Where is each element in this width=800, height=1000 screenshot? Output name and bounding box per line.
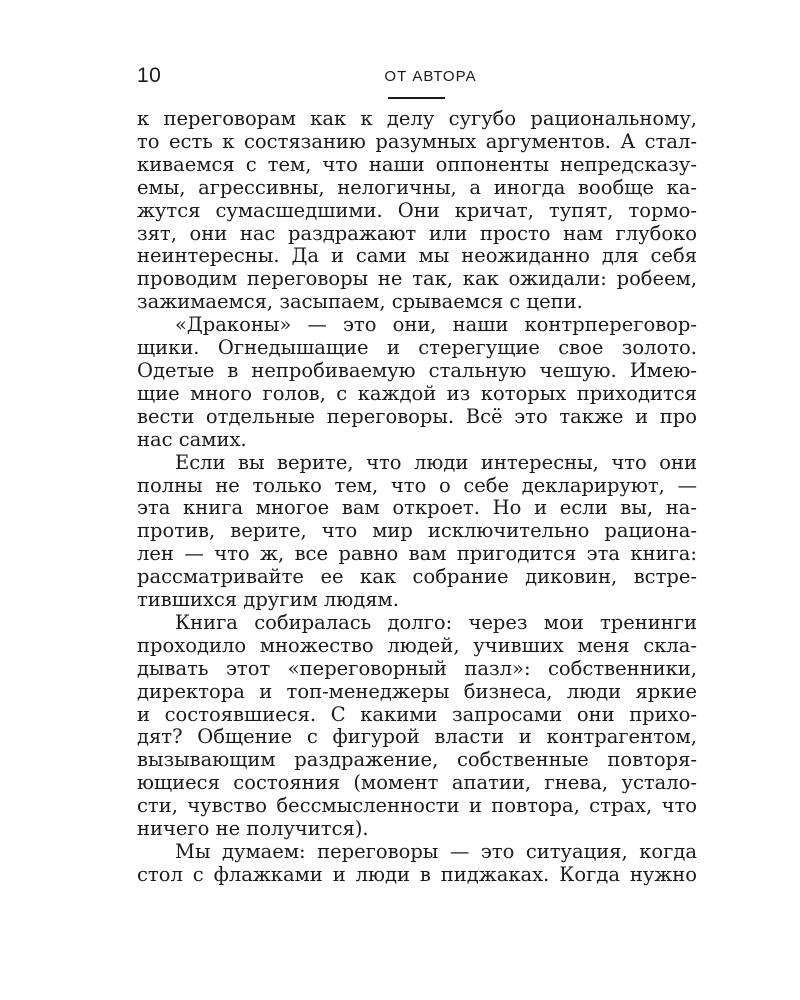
text-line: сти, чувство бессмысленности и повтора, страх, что: [137, 794, 697, 818]
text-line: киваемся с тем, что наши оппоненты непредсказу-: [137, 152, 697, 176]
text-line: ничего не получится).: [137, 817, 369, 841]
text-line: нас самих.: [137, 427, 247, 451]
text-line: тившихся другим людям.: [137, 588, 399, 612]
text-line: Мы думаем: переговоры — это ситуация, когда: [175, 840, 697, 863]
text-line: щики. Огнедышащие и стерегущие свое золото.: [137, 336, 697, 360]
page-number: 10: [137, 64, 162, 87]
text-line: против, верите, что мир исключительно рациона-: [137, 519, 697, 543]
text-line: емы, агрессивны, нелогичны, а иногда вообще ка-: [137, 175, 697, 199]
body-text: [137, 108, 697, 887]
text-line: зят, они нас раздражают или просто нам глубоко: [137, 221, 697, 245]
text-line: рассматривайте ее как собрание диковин, встре-: [137, 565, 697, 589]
text-line: Если вы верите, что люди интересны, что они: [175, 450, 697, 474]
text-line: вести отдельные переговоры. Всё это также и про: [137, 404, 697, 428]
text-line: зажимаемся, засыпаем, срываемся с цепи.: [137, 290, 583, 314]
text-line: неинтересны. Да и сами мы неожиданно для себя: [137, 244, 697, 268]
text-line: проходило множество людей, учивших меня скла-: [137, 633, 697, 657]
text-line: директора и топ-менеджеры бизнеса, люди яркие: [137, 679, 697, 703]
text-line: стол с флажками и люди в пиджаках. Когда нужно: [137, 862, 697, 886]
text-line: лен — что ж, все равно вам пригодится эта книга:: [137, 542, 697, 566]
text-line: Книга собиралась долго: через мои тренинги: [175, 610, 697, 634]
text-line: эта книга многое вам откроет. Но и если вы, на-: [137, 496, 697, 520]
text-line: вызывающим раздражение, собственные повторя-: [137, 748, 697, 772]
text-line: дят? Общение с фигурой власти и контрагентом,: [137, 725, 697, 749]
text-line: «Драконы» — это они, наши контрпереговор-: [175, 313, 697, 337]
text-line: Одетые в непробиваемую стальную чешую. Имею-: [137, 358, 697, 382]
running-head-rule: [388, 97, 445, 99]
text-line: полны не только тем, что о себе декларируют, —: [137, 473, 697, 497]
text-line: проводим переговоры не так, как ожидали: робеем,: [137, 267, 697, 291]
running-head-title: ОТ АВТОРА: [384, 68, 477, 85]
text-line: ющиеся состояния (момент апатии, гнева, устало-: [137, 771, 697, 795]
text-line: жутся сумасшедшими. Они кричат, тупят, тормо-: [137, 198, 697, 222]
text-line: дывать этот «переговорный пазл»: собственники,: [137, 656, 697, 680]
text-line: к переговорам как к делу сугубо рациональному,: [137, 107, 697, 130]
text-line: и состоявшиеся. С какими запросами они прихо-: [137, 702, 697, 726]
text-line: то есть к состязанию разумных аргументов. А стал-: [137, 129, 697, 153]
text-line: щие много голов, с каждой из которых приходится: [137, 381, 697, 405]
